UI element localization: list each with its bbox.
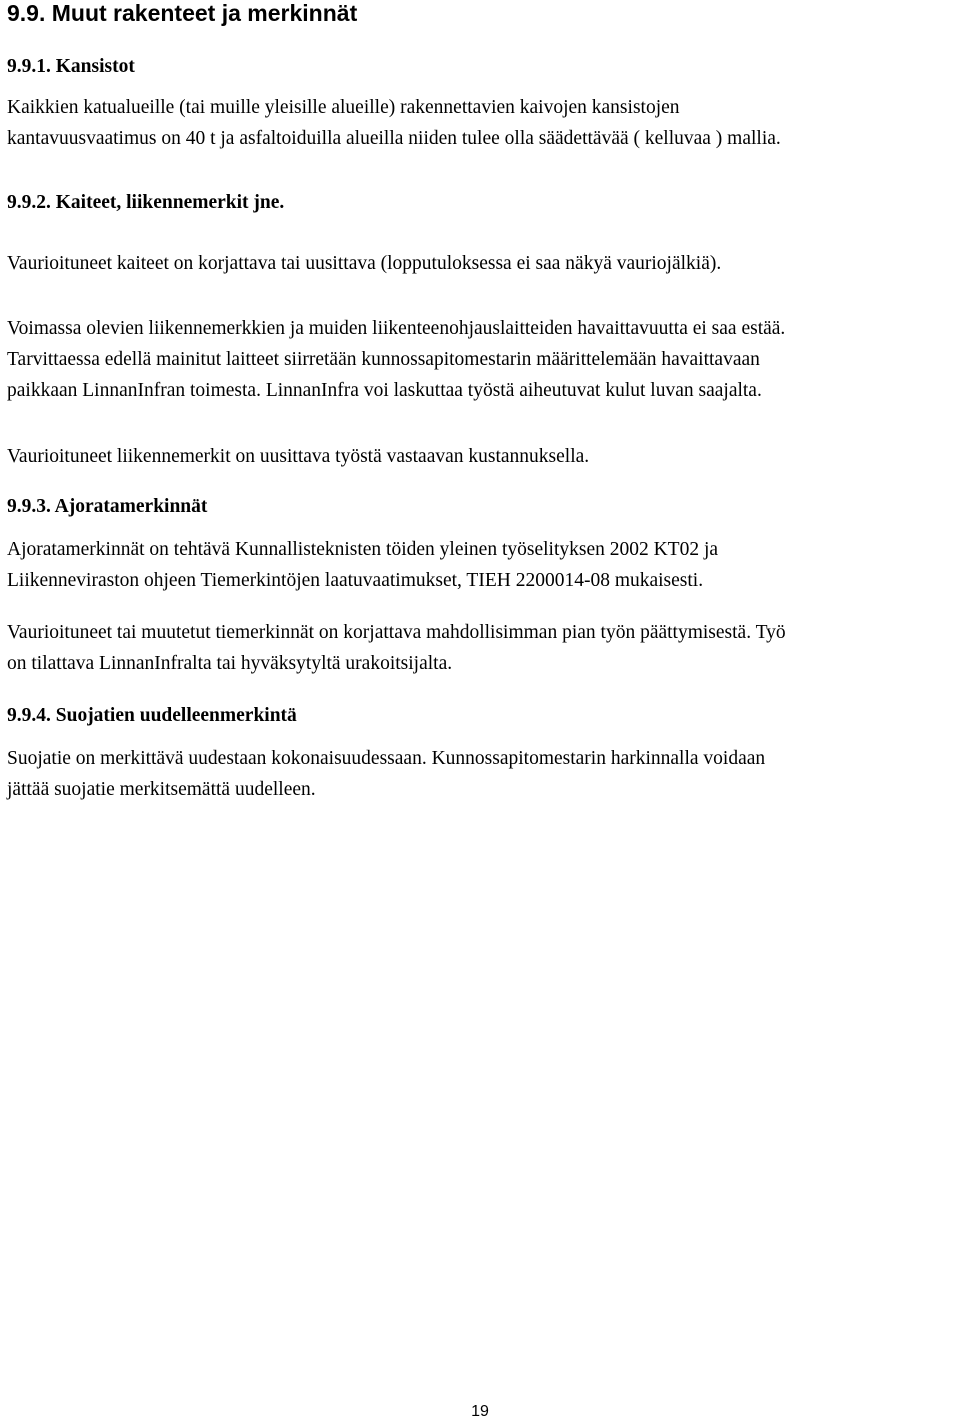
- document-title: 9.9. Muut rakenteet ja merkinnät: [7, 0, 358, 26]
- section-heading-suojatien-merkinta: 9.9.4. Suojatien uudelleenmerkintä: [7, 705, 297, 726]
- section-heading-ajoratamerkinnat: 9.9.3. Ajoratamerkinnät: [7, 496, 208, 517]
- paragraph-line: Ajoratamerkinnät on tehtävä Kunnallisteknisten töiden yleinen työselityksen 2002 KT02 ja: [7, 539, 719, 560]
- page-number: 19: [471, 1403, 489, 1420]
- paragraph-line: Vaurioituneet kaiteet on korjattava tai uusittava (lopputuloksessa ei saa näkyä vauriojälkiä).: [7, 253, 722, 274]
- paragraph-tiemerkinnat: [7, 617, 953, 679]
- paragraph-line: Liikenneviraston ohjeen Tiemerkintöjen laatuvaatimukset, TIEH 2200014-08 mukaisesti.: [7, 570, 704, 591]
- paragraph-suojatie: [7, 743, 953, 805]
- paragraph-line: Vaurioituneet tai muutetut tiemerkinnät on korjattava mahdollisimman pian työn päättymisestä. Työ: [7, 622, 786, 643]
- paragraph-kaiteet: [7, 248, 953, 279]
- paragraph-vaurioituneet-merkit: [7, 441, 953, 472]
- paragraph-line: Tarvittaessa edellä mainitut laitteet siirretään kunnossapitomestarin määrittelemään havaittavaan: [7, 349, 760, 370]
- paragraph-line: Voimassa olevien liikennemerkkien ja muiden liikenteenohjauslaitteiden havaittavuutta ei saa estää.: [7, 318, 786, 339]
- paragraph-line: kantavuusvaatimus on 40 t ja asfaltoiduilla alueilla niiden tulee olla säädettävää ( kelluvaa ) mallia.: [7, 128, 781, 149]
- section-heading-kaiteet: 9.9.2. Kaiteet, liikennemerkit jne.: [7, 192, 285, 213]
- paragraph-line: jättää suojatie merkitsemättä uudelleen.: [7, 779, 316, 800]
- paragraph-ajoratamerkinnat: [7, 534, 953, 596]
- section-heading-kansistot: 9.9.1. Kansistot: [7, 56, 135, 77]
- paragraph-kansistot: [7, 92, 953, 154]
- paragraph-line: on tilattava LinnanInfralta tai hyväksytyltä urakoitsijalta.: [7, 653, 453, 674]
- paragraph-line: Kaikkien katualueille (tai muille yleisille alueille) rakennettavien kaivojen kansistojen: [7, 97, 680, 118]
- paragraph-line: Suojatie on merkittävä uudestaan kokonaisuudessaan. Kunnossapitomestarin harkinnalla voidaan: [7, 748, 766, 769]
- paragraph-line: paikkaan LinnanInfran toimesta. LinnanInfra voi laskuttaa työstä aiheutuvat kulut luvan saajalta.: [7, 380, 762, 401]
- paragraph-liikennemerkit: [7, 313, 953, 406]
- paragraph-line: Vaurioituneet liikennemerkit on uusittava työstä vastaavan kustannuksella.: [7, 446, 590, 467]
